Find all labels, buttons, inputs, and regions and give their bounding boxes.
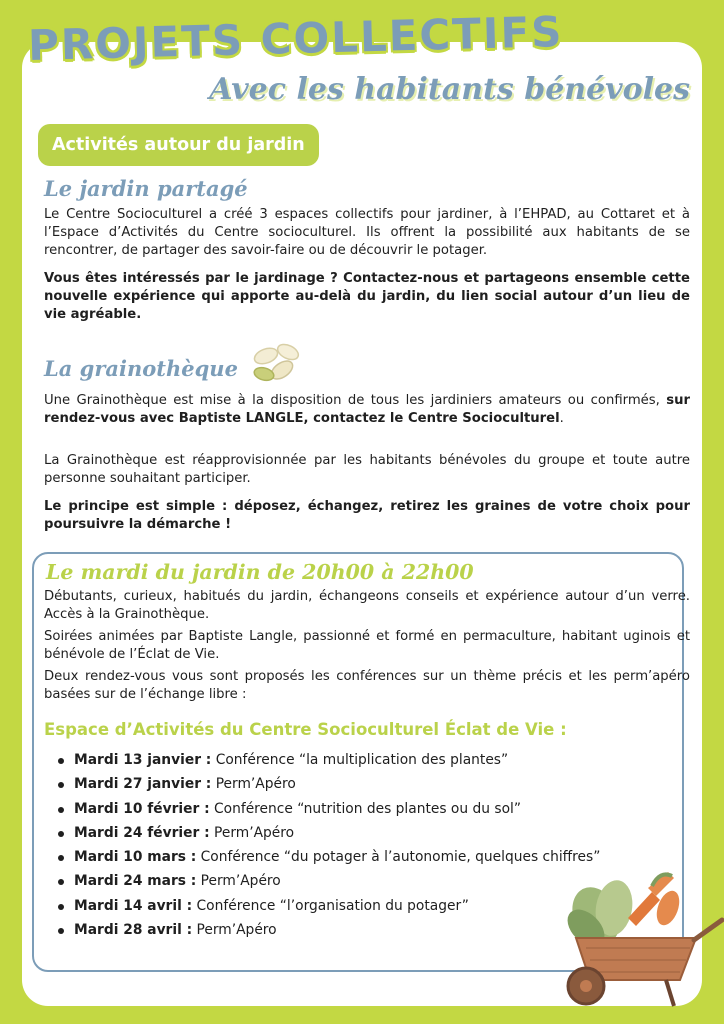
grainotheque-p2: La Grainothèque est réapprovisionnée par les habitants bénévoles du groupe et toute autre personne souhaitant participer.: [44, 453, 690, 486]
agenda-date: Mardi 24 mars :: [74, 873, 197, 890]
agenda-event: Perm’Apéro: [200, 873, 281, 890]
agenda-event: Conférence “l’organisation du potager”: [196, 897, 469, 914]
espace-subheading: Espace d’Activités du Centre Socioculturel Éclat de Vie :: [44, 720, 567, 739]
agenda-event: Perm’Apéro: [215, 776, 296, 793]
agenda-event: Perm’Apéro: [214, 824, 295, 841]
agenda-date: Mardi 27 janvier :: [74, 776, 212, 793]
grainotheque-p1-end: .: [559, 411, 564, 426]
agenda-date: Mardi 28 avril :: [74, 922, 193, 939]
grainotheque-p1-start: Une Grainothèque est mise à la disposition de tous les jardiniers amateurs ou confirmés,: [44, 393, 667, 408]
seeds-icon: [248, 340, 310, 384]
agenda-date: Mardi 24 février :: [74, 824, 210, 841]
grainotheque-p3: [44, 498, 690, 534]
jardin-text: Le Centre Socioculturel a créé 3 espaces collectifs pour jardiner, à l’EHPAD, au Cottaret et à l’Espace d’Activités du Centre socioculturel. Ils offrent la possibilité aux habitants de se rencontrer, de partager des savoir-faire ou de découvrir le potager.: [44, 207, 690, 258]
agenda-item: [52, 797, 652, 821]
wheelbarrow-vegetables-icon: [556, 868, 724, 1008]
section-pill: Activités autour du jardin: [38, 124, 319, 166]
agenda-date: Mardi 13 janvier :: [74, 752, 212, 768]
grainotheque-p1: [44, 392, 690, 428]
page-subtitle: Avec les habitants bénévoles: [209, 72, 690, 107]
jardin-heading: Le jardin partagé: [44, 176, 248, 201]
agenda-date: Mardi 14 avril :: [74, 897, 193, 914]
grainotheque-p1-bold: sur rendez-vous avec Baptiste LANGLE, contactez le Centre Socioculturel: [44, 393, 690, 426]
mardi-heading: Le mardi du jardin de 20h00 à 22h00: [46, 560, 474, 584]
agenda-date: Mardi 10 mars :: [74, 849, 197, 866]
agenda-item: [52, 845, 652, 869]
agenda-item: [52, 748, 652, 772]
mardi-p1: Débutants, curieux, habitués du jardin, échangeons conseils et expérience autour d’un verre. Accès à la Grainothèque.: [44, 589, 690, 622]
agenda-date: Mardi 10 février :: [74, 800, 210, 817]
agenda-item: [52, 772, 652, 796]
jardin-bold: Vous êtes intéressés par le jardinage ? Contactez-nous et partageons ensemble cette nouvelle expérience qui apporte au-delà du jardin, du lien social autour d’un lieu de vie agréable.: [44, 271, 690, 322]
agenda-event: Conférence “nutrition des plantes ou du sol”: [214, 800, 522, 817]
grainotheque-heading: La grainothèque: [44, 356, 238, 381]
agenda-event: Conférence “la multiplication des plantes”: [215, 752, 509, 768]
agenda-item: [52, 821, 652, 845]
page-title: PROJETS COLLECTIFS: [27, 7, 565, 70]
jardin-bold-text: [44, 270, 690, 324]
mardi-p3: Deux rendez-vous vous sont proposés les conférences sur un thème précis et les perm’apéro basées sur de l’échange libre :: [44, 669, 690, 702]
grainotheque-p3-bold: Le principe est simple : déposez, échangez, retirez les graines de votre choix pour poursuivre la démarche !: [44, 499, 690, 532]
agenda-event: Perm’Apéro: [196, 922, 277, 939]
mardi-p2: Soirées animées par Baptiste Langle, passionné et formé en permaculture, habitant uginois et bénévole de l’Éclat de Vie.: [44, 629, 690, 662]
agenda-event: Conférence “du potager à l’autonomie, quelques chiffres”: [200, 849, 601, 866]
